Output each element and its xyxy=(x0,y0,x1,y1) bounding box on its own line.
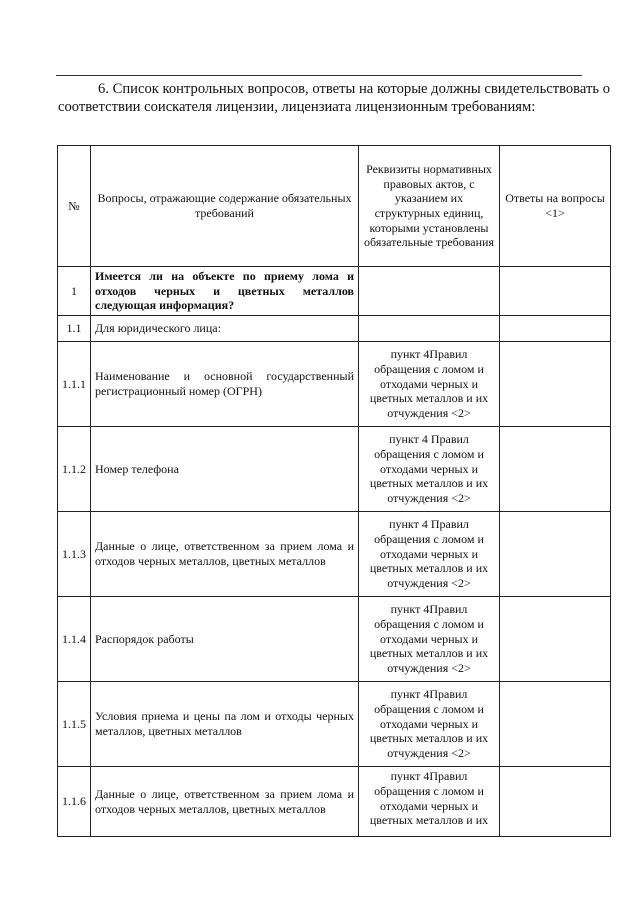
row-question: Данные о лице, ответственном за прием лома и отходов черных металлов, цветных металлов xyxy=(91,512,359,597)
row-question: Для юридического лица: xyxy=(91,316,359,342)
row-question: Условия приема и цены па лом и отходы черных металлов, цветных металлов xyxy=(91,682,359,767)
row-num: 1.1.5 xyxy=(58,682,91,767)
table-header-row xyxy=(58,146,611,267)
row-question: Имеется ли на объекте по приему лома и отходов черных и цветных металлов следующая информация? xyxy=(91,267,359,316)
row-answer[interactable] xyxy=(500,342,611,427)
row-num: 1.1.4 xyxy=(58,597,91,682)
header-reference: Реквизиты нормативных правовых актов, с указанием их структурных единиц, которыми установлены обязательные требования xyxy=(359,146,500,267)
row-answer[interactable] xyxy=(500,682,611,767)
row-answer[interactable] xyxy=(500,512,611,597)
requirements-table xyxy=(57,145,611,837)
row-answer[interactable] xyxy=(500,267,611,316)
row-reference: пункт 4Правил обращения с ломом и отходами черных и цветных металлов и их отчуждения <2> xyxy=(359,342,500,427)
row-num: 1.1 xyxy=(58,316,91,342)
row-question: Данные о лице, ответственном за прием лома и отходов черных металлов, цветных металлов xyxy=(91,767,359,837)
row-num: 1.1.2 xyxy=(58,427,91,512)
row-num: 1 xyxy=(58,267,91,316)
row-reference: пункт 4Правил обращения с ломом и отходами черных и цветных металлов и их отчуждения <2> xyxy=(359,597,500,682)
row-reference: пункт 4Правил обращения с ломом и отходами черных и цветных металлов и их отчуждения <2> xyxy=(359,682,500,767)
row-num: 1.1.1 xyxy=(58,342,91,427)
row-reference xyxy=(359,267,500,316)
table-row xyxy=(58,316,611,342)
row-answer[interactable] xyxy=(500,427,611,512)
table-row xyxy=(58,512,611,597)
table-row xyxy=(58,427,611,512)
row-answer[interactable] xyxy=(500,597,611,682)
table-row xyxy=(58,342,611,427)
row-reference xyxy=(359,316,500,342)
table-row xyxy=(58,767,611,837)
table-row xyxy=(58,597,611,682)
row-question: Распорядок работы xyxy=(91,597,359,682)
header-rule xyxy=(56,75,582,76)
row-reference: пункт 4 Правил обращения с ломом и отходами черных и цветных металлов и их отчуждения <2> xyxy=(359,427,500,512)
row-num: 1.1.3 xyxy=(58,512,91,597)
header-question: Вопросы, отражающие содержание обязательных требований xyxy=(91,146,359,267)
row-answer[interactable] xyxy=(500,316,611,342)
row-num: 1.1.6 xyxy=(58,767,91,837)
row-reference: пункт 4 Правил обращения с ломом и отходами черных и цветных металлов и их отчуждения <2> xyxy=(359,512,500,597)
row-question: Номер телефона xyxy=(91,427,359,512)
row-question: Наименование и основной государственный регистрационный номер (ОГРН) xyxy=(91,342,359,427)
header-num: № xyxy=(58,146,91,267)
header-answer: Ответы на вопросы <1> xyxy=(500,146,611,267)
table-row xyxy=(58,682,611,767)
table-row xyxy=(58,267,611,316)
row-reference: пункт 4Правил обращения с ломом и отходами черных и цветных металлов и их xyxy=(359,767,500,837)
row-answer[interactable] xyxy=(500,767,611,837)
intro-paragraph: 6. Список контрольных вопросов, ответы на которые должны свидетельствовать о соответствии соискателя лицензии, лицензиата лицензионным требованиям: xyxy=(58,81,610,115)
